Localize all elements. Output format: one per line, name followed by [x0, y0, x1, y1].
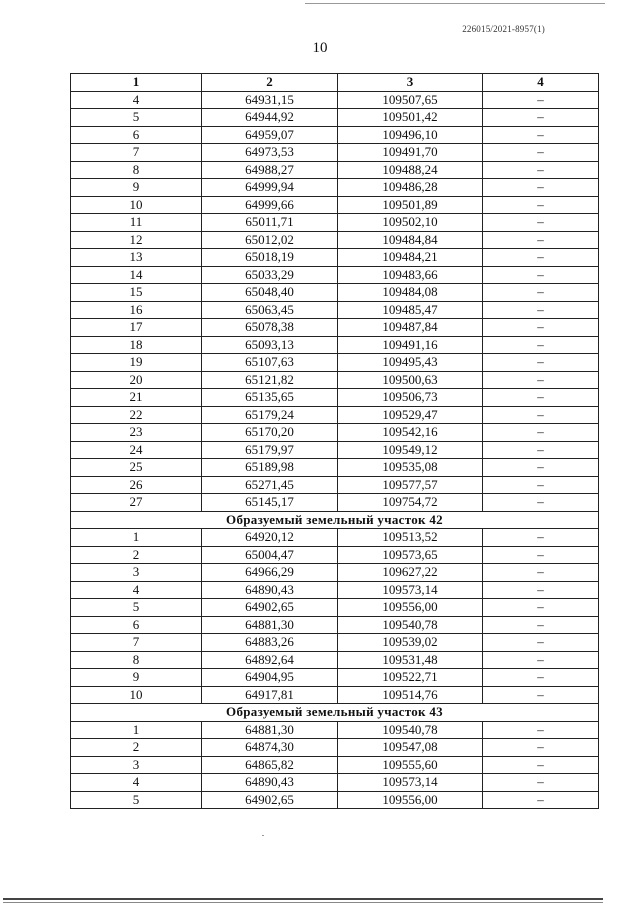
- x-coordinate-cell: 64944,92: [202, 109, 338, 127]
- table-row: [71, 721, 599, 739]
- point-number-cell: 20: [71, 371, 202, 389]
- y-coordinate-cell: 109484,21: [338, 249, 483, 267]
- point-number-cell: 25: [71, 459, 202, 477]
- table-row: [71, 249, 599, 267]
- dash-mark: –: [537, 441, 544, 457]
- point-number-cell: 7: [71, 634, 202, 652]
- point-number-cell: 8: [71, 651, 202, 669]
- note-cell: [483, 756, 599, 774]
- x-coordinate-cell: 64892,64: [202, 651, 338, 669]
- x-coordinate-cell: 64865,82: [202, 756, 338, 774]
- table-row: [71, 214, 599, 232]
- point-number-cell: 13: [71, 249, 202, 267]
- point-number-cell: 15: [71, 284, 202, 302]
- table-row: [71, 424, 599, 442]
- x-coordinate-cell: 64904,95: [202, 669, 338, 687]
- table-row: [71, 179, 599, 197]
- point-number-cell: 21: [71, 389, 202, 407]
- dash-mark: –: [537, 756, 544, 772]
- x-coordinate-cell: 65033,29: [202, 266, 338, 284]
- note-cell: [483, 231, 599, 249]
- y-coordinate-cell: 109491,16: [338, 336, 483, 354]
- point-number-cell: 26: [71, 476, 202, 494]
- table-row: [71, 144, 599, 162]
- table-row: [71, 301, 599, 319]
- point-number-cell: 14: [71, 266, 202, 284]
- dash-mark: –: [537, 249, 544, 265]
- point-number-cell: 5: [71, 791, 202, 809]
- table-row: [71, 774, 599, 792]
- page-number: 10: [312, 40, 328, 56]
- note-cell: [483, 739, 599, 757]
- section-title: Образуемый земельный участок 43: [71, 704, 599, 722]
- y-coordinate-cell: 109531,48: [338, 651, 483, 669]
- note-cell: [483, 651, 599, 669]
- section-title: Образуемый земельный участок 42: [71, 511, 599, 529]
- x-coordinate-cell: 65018,19: [202, 249, 338, 267]
- y-coordinate-cell: 109488,24: [338, 161, 483, 179]
- y-coordinate-cell: 109501,89: [338, 196, 483, 214]
- header-cell-4: 4: [483, 74, 599, 92]
- x-coordinate-cell: 64881,30: [202, 721, 338, 739]
- bottom-rule: [3, 898, 603, 900]
- note-cell: [483, 406, 599, 424]
- x-coordinate-cell: 64999,94: [202, 179, 338, 197]
- table-row: [71, 546, 599, 564]
- x-coordinate-cell: 64959,07: [202, 126, 338, 144]
- dash-mark: –: [537, 494, 544, 510]
- y-coordinate-cell: 109513,52: [338, 529, 483, 547]
- table-row: [71, 231, 599, 249]
- point-number-cell: 2: [71, 739, 202, 757]
- point-number-cell: 23: [71, 424, 202, 442]
- header-cell-1: 1: [71, 74, 202, 92]
- table-row: [71, 441, 599, 459]
- note-cell: [483, 161, 599, 179]
- y-coordinate-cell: 109540,78: [338, 721, 483, 739]
- note-cell: [483, 476, 599, 494]
- note-cell: [483, 214, 599, 232]
- y-coordinate-cell: 109547,08: [338, 739, 483, 757]
- x-coordinate-cell: 65048,40: [202, 284, 338, 302]
- dash-mark: –: [537, 529, 544, 545]
- point-number-cell: 2: [71, 546, 202, 564]
- point-number-cell: 3: [71, 564, 202, 582]
- dash-mark: –: [537, 214, 544, 230]
- y-coordinate-cell: 109484,08: [338, 284, 483, 302]
- dash-mark: –: [537, 546, 544, 562]
- point-number-cell: 4: [71, 581, 202, 599]
- x-coordinate-cell: 65011,71: [202, 214, 338, 232]
- point-number-cell: 17: [71, 319, 202, 337]
- x-coordinate-cell: 65179,24: [202, 406, 338, 424]
- coordinates-table-body: [71, 74, 599, 809]
- x-coordinate-cell: 65012,02: [202, 231, 338, 249]
- x-coordinate-cell: 65170,20: [202, 424, 338, 442]
- note-cell: [483, 336, 599, 354]
- y-coordinate-cell: 109500,63: [338, 371, 483, 389]
- scan-speck: [262, 835, 264, 836]
- dash-mark: –: [537, 581, 544, 597]
- y-coordinate-cell: 109502,10: [338, 214, 483, 232]
- table-row: [71, 476, 599, 494]
- document-number: 226015/2021-8957(1): [462, 24, 545, 34]
- point-number-cell: 27: [71, 494, 202, 512]
- x-coordinate-cell: 65179,97: [202, 441, 338, 459]
- dash-mark: –: [537, 686, 544, 702]
- x-coordinate-cell: 65093,13: [202, 336, 338, 354]
- y-coordinate-cell: 109522,71: [338, 669, 483, 687]
- dash-mark: –: [537, 669, 544, 685]
- y-coordinate-cell: 109495,43: [338, 354, 483, 372]
- note-cell: [483, 616, 599, 634]
- table-row: [71, 616, 599, 634]
- dash-mark: –: [537, 791, 544, 807]
- dash-mark: –: [537, 476, 544, 492]
- point-number-cell: 22: [71, 406, 202, 424]
- note-cell: [483, 441, 599, 459]
- note-cell: [483, 599, 599, 617]
- note-cell: [483, 791, 599, 809]
- x-coordinate-cell: 64973,53: [202, 144, 338, 162]
- x-coordinate-cell: 65107,63: [202, 354, 338, 372]
- y-coordinate-cell: 109539,02: [338, 634, 483, 652]
- x-coordinate-cell: 65135,65: [202, 389, 338, 407]
- point-number-cell: 5: [71, 599, 202, 617]
- note-cell: [483, 546, 599, 564]
- dash-mark: –: [537, 651, 544, 667]
- table-row: [71, 266, 599, 284]
- table-row: [71, 336, 599, 354]
- point-number-cell: 19: [71, 354, 202, 372]
- note-cell: [483, 109, 599, 127]
- point-number-cell: 10: [71, 196, 202, 214]
- header-cell-2: 2: [202, 74, 338, 92]
- x-coordinate-cell: 64931,15: [202, 91, 338, 109]
- table-row: [71, 109, 599, 127]
- note-cell: [483, 284, 599, 302]
- table-row: [71, 284, 599, 302]
- table-row: [71, 459, 599, 477]
- point-number-cell: 5: [71, 109, 202, 127]
- dash-mark: –: [537, 406, 544, 422]
- x-coordinate-cell: 64999,66: [202, 196, 338, 214]
- dash-mark: –: [537, 634, 544, 650]
- dash-mark: –: [537, 301, 544, 317]
- table-row: [71, 651, 599, 669]
- dash-mark: –: [537, 231, 544, 247]
- section-header-row: [71, 704, 599, 722]
- note-cell: [483, 774, 599, 792]
- y-coordinate-cell: 109540,78: [338, 616, 483, 634]
- note-cell: [483, 196, 599, 214]
- dash-mark: –: [537, 319, 544, 335]
- table-row: [71, 634, 599, 652]
- note-cell: [483, 634, 599, 652]
- x-coordinate-cell: 64988,27: [202, 161, 338, 179]
- note-cell: [483, 266, 599, 284]
- note-cell: [483, 319, 599, 337]
- point-number-cell: 18: [71, 336, 202, 354]
- point-number-cell: 24: [71, 441, 202, 459]
- dash-mark: –: [537, 179, 544, 195]
- table-row: [71, 756, 599, 774]
- table-row: [71, 354, 599, 372]
- x-coordinate-cell: 65189,98: [202, 459, 338, 477]
- x-coordinate-cell: 64966,29: [202, 564, 338, 582]
- y-coordinate-cell: 109485,47: [338, 301, 483, 319]
- y-coordinate-cell: 109573,65: [338, 546, 483, 564]
- x-coordinate-cell: 64874,30: [202, 739, 338, 757]
- table-row: [71, 371, 599, 389]
- y-coordinate-cell: 109496,10: [338, 126, 483, 144]
- dash-mark: –: [537, 389, 544, 405]
- y-coordinate-cell: 109507,65: [338, 91, 483, 109]
- table-row: [71, 669, 599, 687]
- dash-mark: –: [537, 109, 544, 125]
- y-coordinate-cell: 109491,70: [338, 144, 483, 162]
- note-cell: [483, 179, 599, 197]
- x-coordinate-cell: 65145,17: [202, 494, 338, 512]
- note-cell: [483, 529, 599, 547]
- note-cell: [483, 721, 599, 739]
- y-coordinate-cell: 109483,66: [338, 266, 483, 284]
- table-row: [71, 319, 599, 337]
- dash-mark: –: [537, 721, 544, 737]
- y-coordinate-cell: 109573,14: [338, 581, 483, 599]
- note-cell: [483, 581, 599, 599]
- x-coordinate-cell: 64890,43: [202, 581, 338, 599]
- note-cell: [483, 494, 599, 512]
- y-coordinate-cell: 109529,47: [338, 406, 483, 424]
- x-coordinate-cell: 65004,47: [202, 546, 338, 564]
- y-coordinate-cell: 109627,22: [338, 564, 483, 582]
- table-row: [71, 529, 599, 547]
- x-coordinate-cell: 65063,45: [202, 301, 338, 319]
- note-cell: [483, 249, 599, 267]
- x-coordinate-cell: 65271,45: [202, 476, 338, 494]
- table-row: [71, 739, 599, 757]
- point-number-cell: 7: [71, 144, 202, 162]
- y-coordinate-cell: 109484,84: [338, 231, 483, 249]
- table-row: [71, 494, 599, 512]
- note-cell: [483, 686, 599, 704]
- y-coordinate-cell: 109506,73: [338, 389, 483, 407]
- table-row: [71, 161, 599, 179]
- dash-mark: –: [537, 424, 544, 440]
- dash-mark: –: [537, 774, 544, 790]
- note-cell: [483, 126, 599, 144]
- note-cell: [483, 669, 599, 687]
- point-number-cell: 11: [71, 214, 202, 232]
- dash-mark: –: [537, 371, 544, 387]
- point-number-cell: 16: [71, 301, 202, 319]
- y-coordinate-cell: 109542,16: [338, 424, 483, 442]
- point-number-cell: 6: [71, 126, 202, 144]
- table-row: [71, 791, 599, 809]
- dash-mark: –: [537, 616, 544, 632]
- x-coordinate-cell: 64902,65: [202, 599, 338, 617]
- table-row: [71, 126, 599, 144]
- point-number-cell: 4: [71, 774, 202, 792]
- table-header-row: [71, 74, 599, 92]
- point-number-cell: 9: [71, 179, 202, 197]
- y-coordinate-cell: 109573,14: [338, 774, 483, 792]
- table-row: [71, 91, 599, 109]
- dash-mark: –: [537, 459, 544, 475]
- table-row: [71, 564, 599, 582]
- x-coordinate-cell: 64902,65: [202, 791, 338, 809]
- table-row: [71, 581, 599, 599]
- point-number-cell: 9: [71, 669, 202, 687]
- x-coordinate-cell: 64920,12: [202, 529, 338, 547]
- y-coordinate-cell: 109577,57: [338, 476, 483, 494]
- point-number-cell: 1: [71, 529, 202, 547]
- dash-mark: –: [537, 599, 544, 615]
- note-cell: [483, 459, 599, 477]
- dash-mark: –: [537, 354, 544, 370]
- point-number-cell: 6: [71, 616, 202, 634]
- y-coordinate-cell: 109535,08: [338, 459, 483, 477]
- dash-mark: –: [537, 126, 544, 142]
- y-coordinate-cell: 109514,76: [338, 686, 483, 704]
- note-cell: [483, 91, 599, 109]
- note-cell: [483, 354, 599, 372]
- dash-mark: –: [537, 336, 544, 352]
- point-number-cell: 8: [71, 161, 202, 179]
- dash-mark: –: [537, 564, 544, 580]
- table-row: [71, 686, 599, 704]
- point-number-cell: 3: [71, 756, 202, 774]
- y-coordinate-cell: 109754,72: [338, 494, 483, 512]
- y-coordinate-cell: 109486,28: [338, 179, 483, 197]
- note-cell: [483, 564, 599, 582]
- dash-mark: –: [537, 196, 544, 212]
- dash-mark: –: [537, 739, 544, 755]
- note-cell: [483, 371, 599, 389]
- point-number-cell: 1: [71, 721, 202, 739]
- x-coordinate-cell: 64917,81: [202, 686, 338, 704]
- table-row: [71, 406, 599, 424]
- note-cell: [483, 144, 599, 162]
- y-coordinate-cell: 109556,00: [338, 599, 483, 617]
- note-cell: [483, 424, 599, 442]
- bottom-rule-thin: [3, 902, 603, 903]
- section-header-row: [71, 511, 599, 529]
- x-coordinate-cell: 65121,82: [202, 371, 338, 389]
- table-row: [71, 196, 599, 214]
- y-coordinate-cell: 109549,12: [338, 441, 483, 459]
- y-coordinate-cell: 109555,60: [338, 756, 483, 774]
- table-row: [71, 389, 599, 407]
- y-coordinate-cell: 109487,84: [338, 319, 483, 337]
- point-number-cell: 12: [71, 231, 202, 249]
- coordinates-table: [70, 73, 599, 809]
- x-coordinate-cell: 65078,38: [202, 319, 338, 337]
- y-coordinate-cell: 109556,00: [338, 791, 483, 809]
- dash-mark: –: [537, 91, 544, 107]
- x-coordinate-cell: 64883,26: [202, 634, 338, 652]
- y-coordinate-cell: 109501,42: [338, 109, 483, 127]
- dash-mark: –: [537, 284, 544, 300]
- top-rule: [305, 3, 605, 4]
- note-cell: [483, 301, 599, 319]
- note-cell: [483, 389, 599, 407]
- table-row: [71, 599, 599, 617]
- point-number-cell: 10: [71, 686, 202, 704]
- x-coordinate-cell: 64890,43: [202, 774, 338, 792]
- point-number-cell: 4: [71, 91, 202, 109]
- dash-mark: –: [537, 144, 544, 160]
- header-cell-3: 3: [338, 74, 483, 92]
- x-coordinate-cell: 64881,30: [202, 616, 338, 634]
- dash-mark: –: [537, 161, 544, 177]
- dash-mark: –: [537, 266, 544, 282]
